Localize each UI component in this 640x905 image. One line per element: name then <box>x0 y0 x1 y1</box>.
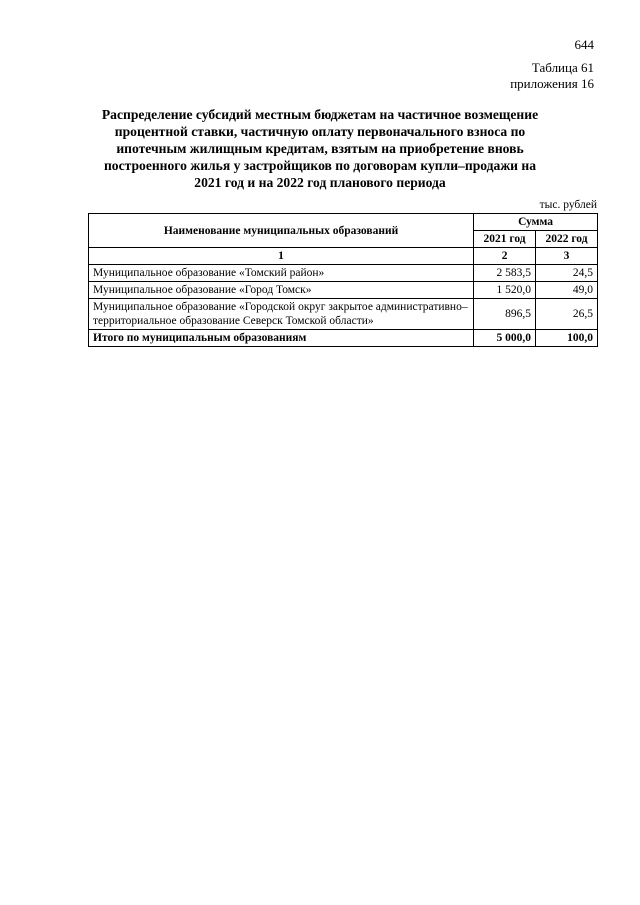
column-number: 3 <box>536 248 598 265</box>
municipality-name: Муниципальное образование «Томский район» <box>89 265 474 282</box>
units-label: тыс. рублей <box>539 199 597 211</box>
document-title: Распределение субсидий местным бюджетам на частичное возмещение процентной ставки, частичную оплату первоначального взноса по ипотечным жилищным кредитам, взятым на приобретение вновь построенного жилья у застройщиков по договорам купли–продажи на 2021 год и на 2022 год планового периода <box>101 107 539 190</box>
table-header-row <box>89 214 598 231</box>
year-2022-header: 2022 год <box>536 231 598 248</box>
value-2021: 1 520,0 <box>474 282 536 299</box>
appendix-label: приложения 16 <box>510 76 594 91</box>
municipality-column-header: Наименование муниципальных образований <box>89 214 474 248</box>
total-2021: 5 000,0 <box>474 330 536 347</box>
value-2022: 26,5 <box>536 299 598 330</box>
page-number: 644 <box>574 37 594 52</box>
year-2021-header: 2021 год <box>474 231 536 248</box>
value-2021: 2 583,5 <box>474 265 536 282</box>
value-2022: 49,0 <box>536 282 598 299</box>
table-row <box>89 265 598 282</box>
table-row <box>89 282 598 299</box>
table-row <box>89 299 598 330</box>
total-label: Итого по муниципальным образованиям <box>89 330 474 347</box>
total-2022: 100,0 <box>536 330 598 347</box>
table-reference <box>510 60 594 92</box>
column-number-row <box>89 248 598 265</box>
value-2021: 896,5 <box>474 299 536 330</box>
municipality-name: Муниципальное образование «Городской округ закрытое административно–территориальное образование Северск Томской области» <box>89 299 474 330</box>
municipality-name: Муниципальное образование «Город Томск» <box>89 282 474 299</box>
subsidy-table <box>88 213 598 347</box>
table-total-row <box>89 330 598 347</box>
sum-column-header: Сумма <box>474 214 598 231</box>
value-2022: 24,5 <box>536 265 598 282</box>
column-number: 2 <box>474 248 536 265</box>
table-label: Таблица 61 <box>531 60 594 75</box>
column-number: 1 <box>89 248 474 265</box>
